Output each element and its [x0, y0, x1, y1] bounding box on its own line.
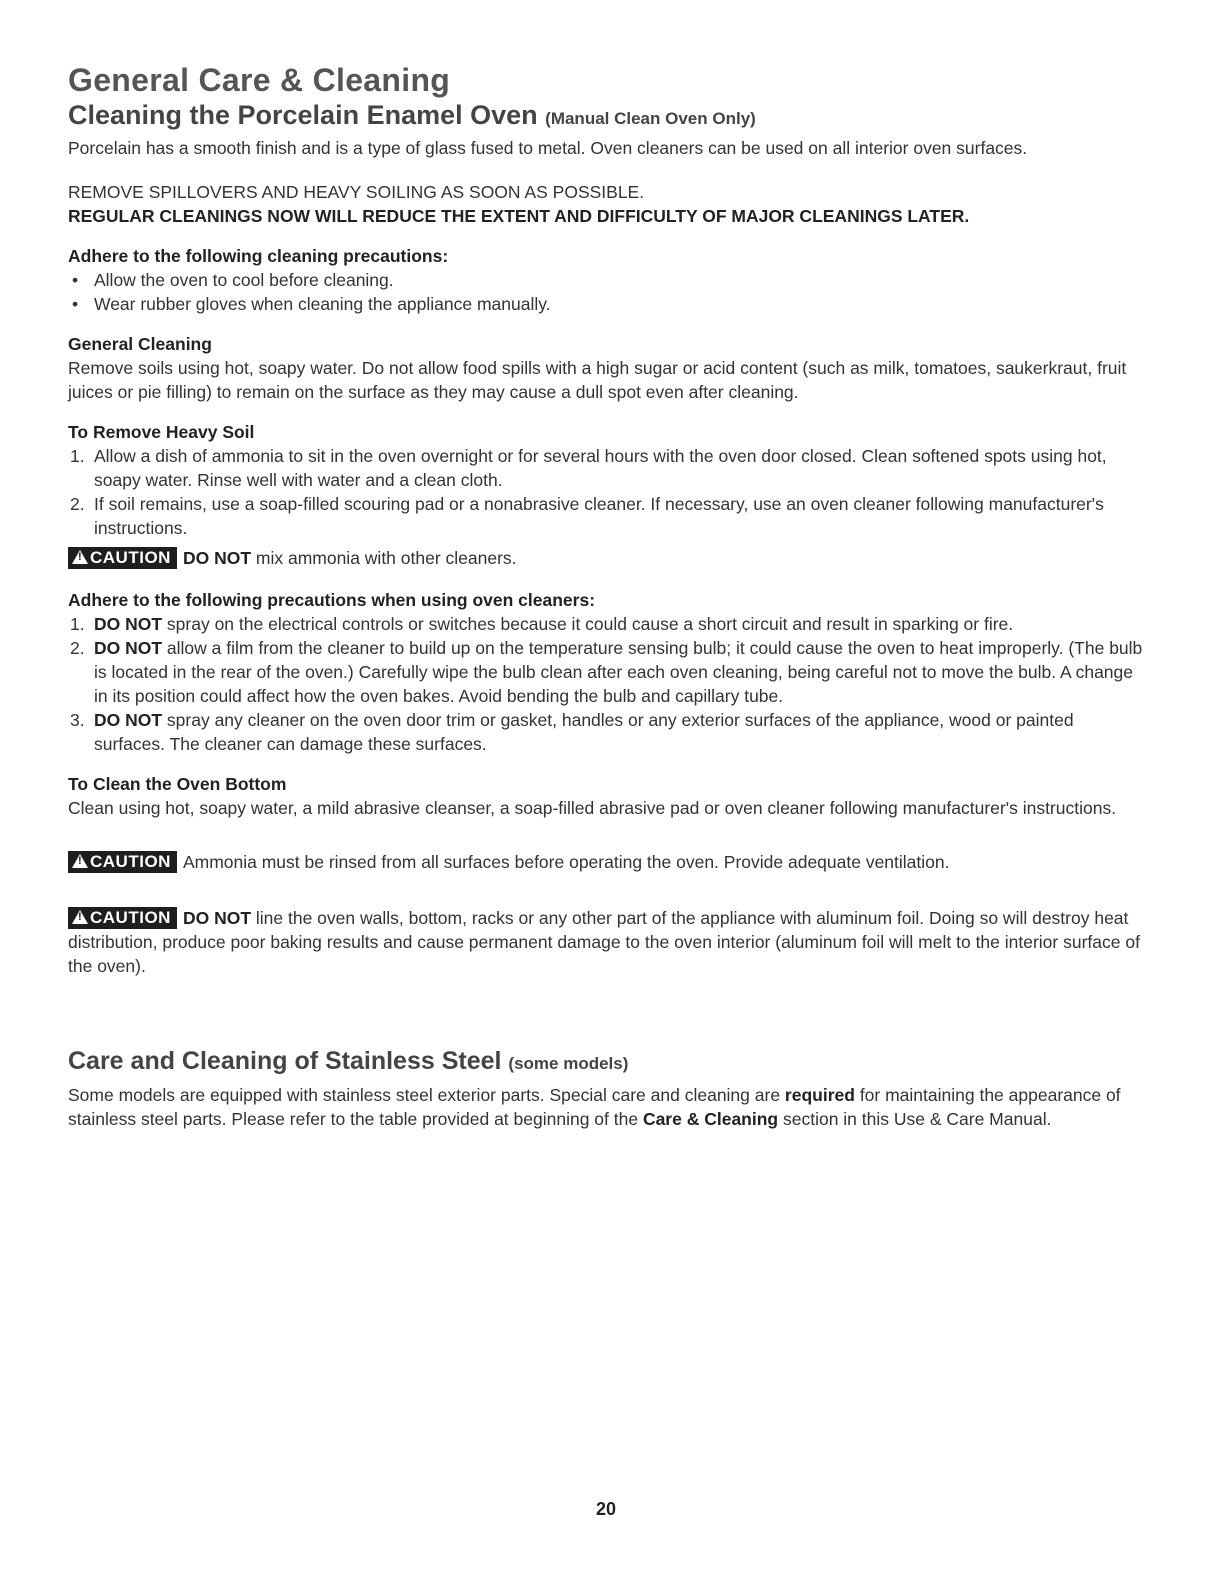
caution-aluminum-foil [68, 906, 1148, 978]
caution-label: CAUTION [90, 548, 171, 567]
caution-badge [68, 907, 177, 929]
precautions-heading: Adhere to the following cleaning precautions: [68, 246, 449, 266]
warning-triangle-icon [72, 910, 88, 924]
step-text: spray on the electrical controls or switches because it could cause a short circuit and result in sparking or fire. [162, 614, 1014, 634]
heavy-soil-steps [68, 444, 1148, 540]
precautions-list [68, 268, 1148, 316]
stainless-text-bold: Care & Cleaning [642, 1109, 779, 1129]
caution-text: Ammonia must be rinsed from all surfaces before operating the oven. Provide adequate ventilation. [182, 852, 950, 872]
page-content [68, 62, 1148, 1131]
stainless-heading-note: (some models) [508, 1054, 629, 1073]
list-item [68, 492, 1148, 540]
stainless-heading [68, 1044, 1148, 1081]
list-item: • Wear rubber gloves when cleaning the appliance manually. [68, 292, 1148, 316]
porcelain-heading-text: Cleaning the Porcelain Enamel Oven [68, 100, 538, 130]
step-bold: DO NOT [94, 614, 163, 634]
stainless-heading-text: Care and Cleaning of Stainless Steel [68, 1047, 502, 1075]
caution-bold: DO NOT [182, 548, 252, 568]
caution-ammonia-rinse [68, 850, 1148, 874]
step-number: 3. [70, 710, 85, 730]
step-number: 1. [70, 446, 85, 466]
step-number: 1. [70, 614, 85, 634]
caution-ammonia-mix [68, 546, 1148, 570]
list-item: • Allow the oven to cool before cleaning. [68, 268, 1148, 292]
step-text: If soil remains, use a soap-filled scouring pad or a nonabrasive cleaner. If necessary, use an oven cleaner following manufacturer's instructions. [94, 494, 1104, 538]
caution-text: line the oven walls, bottom, racks or any other part of the appliance with aluminum foil. Doing so will destroy heat distribution, produce poor baking results and cause permanent damage to the oven interior (aluminum foil will melt to the interior surface of the oven). [68, 908, 1140, 976]
caution-badge [68, 851, 177, 873]
stainless-text-bold: required [784, 1085, 855, 1105]
step-number: 2. [70, 494, 85, 514]
list-item [68, 708, 1148, 756]
step-text: allow a film from the cleaner to build up on the temperature sensing bulb; it could cause the oven to heat improperly. (The bulb is located in the rear of the oven.) Carefully wipe the bulb clean after each oven cleaning, being careful not to move the bulb. A change in its position could affect how the oven bakes. Avoid bending the bulb and capillary tube. [94, 638, 1143, 706]
porcelain-intro: Porcelain has a smooth finish and is a type of glass fused to metal. Oven cleaners can be used on all interior oven surfaces. [68, 138, 1028, 158]
stainless-text-part: for maintaining the appearance of stainless steel parts. Please refer to the table provided at beginning of the [68, 1085, 1121, 1129]
oven-cleaner-steps [68, 612, 1148, 756]
stainless-text-part: section in this Use & Care Manual. [778, 1109, 1052, 1129]
page-title: General Care & Cleaning [68, 62, 451, 98]
porcelain-heading-note: (Manual Clean Oven Only) [545, 109, 756, 128]
caution-label: CAUTION [90, 908, 171, 927]
heavy-soil-heading: To Remove Heavy Soil [68, 422, 255, 442]
step-text: spray any cleaner on the oven door trim or gasket, handles or any exterior surfaces of the appliance, wood or painted surfaces. The cleaner can damage these surfaces. [94, 710, 1074, 754]
remove-spillovers-line: REMOVE SPILLOVERS AND HEAVY SOILING AS SOON AS POSSIBLE. [68, 182, 645, 202]
caution-badge [68, 547, 177, 569]
step-bold: DO NOT [94, 638, 163, 658]
list-item [68, 612, 1148, 636]
warning-triangle-icon [72, 854, 88, 868]
page-number: 20 [595, 1499, 617, 1519]
warning-triangle-icon [72, 550, 88, 564]
regular-cleanings-line: REGULAR CLEANINGS NOW WILL REDUCE THE EXTENT AND DIFFICULTY OF MAJOR CLEANINGS LATER. [68, 206, 970, 226]
general-cleaning-heading: General Cleaning [68, 334, 212, 354]
caution-bold: DO NOT [182, 908, 252, 928]
porcelain-heading [68, 98, 1148, 136]
oven-bottom-text: Clean using hot, soapy water, a mild abrasive cleanser, a soap-filled abrasive pad or oven cleaner following manufacturer's instructions. [68, 798, 1117, 818]
step-number: 2. [70, 638, 85, 658]
stainless-text [68, 1083, 1148, 1131]
stainless-text-part: Some models are equipped with stainless steel exterior parts. Special care and cleaning are [68, 1085, 785, 1105]
step-bold: DO NOT [94, 710, 163, 730]
general-cleaning-text: Remove soils using hot, soapy water. Do not allow food spills with a high sugar or acid content (such as milk, tomatoes, saukerkraut, fruit juices or pie filling) to remain on the surface as they may cause a dull spot even after cleaning. [68, 358, 1127, 402]
oven-cleaner-heading: Adhere to the following precautions when using oven cleaners: [68, 590, 596, 610]
list-item [68, 444, 1148, 492]
caution-text: mix ammonia with other cleaners. [251, 548, 517, 568]
step-text: Allow a dish of ammonia to sit in the oven overnight or for several hours with the oven door closed. Clean softened spots using hot, soapy water. Rinse well with water and a clean cloth. [94, 446, 1107, 490]
list-item [68, 636, 1148, 708]
caution-label: CAUTION [90, 852, 171, 871]
oven-bottom-heading: To Clean the Oven Bottom [68, 774, 287, 794]
